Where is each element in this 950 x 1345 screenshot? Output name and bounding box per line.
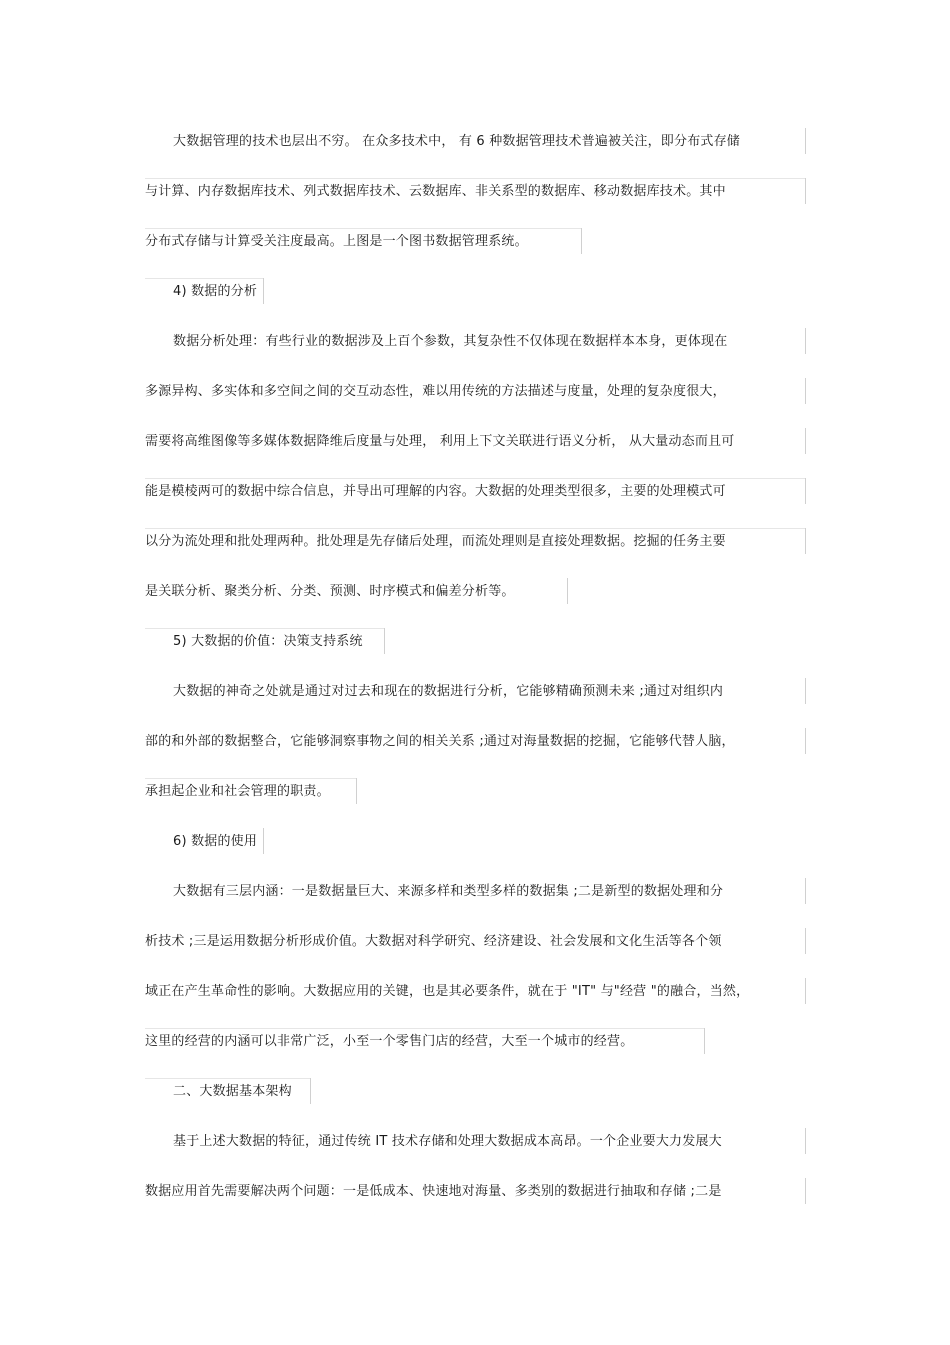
box-edge	[805, 878, 806, 904]
text-line: 大数据有三层内涵：一是数据量巨大、来源多样和类型多样的数据集 ;二是新型的数据处理和分	[173, 884, 724, 899]
box-edge	[805, 728, 806, 754]
box-edge	[704, 1028, 705, 1054]
box-edge	[805, 128, 806, 154]
text-line: 能是模棱两可的数据中综合信息，并导出可理解的内容。大数据的处理类型很多，主要的处理模式可	[145, 484, 726, 499]
box-edge	[805, 478, 806, 504]
box-edge	[145, 178, 805, 179]
text-line: 与计算、内存数据库技术、列式数据库技术、云数据库、非关系型的数据库、移动数据库技术。其中	[145, 184, 726, 199]
box-edge	[145, 1078, 310, 1079]
text-line: 大数据管理的技术也层出不穷。 在众多技术中， 有 6 种数据管理技术普遍被关注，即分布式存储	[173, 134, 741, 149]
box-edge	[805, 928, 806, 954]
text-line: 这里的经营的内涵可以非常广泛，小至一个零售门店的经营，大至一个城市的经营。	[145, 1034, 634, 1049]
section-heading: 二、大数据基本架构	[173, 1084, 292, 1099]
box-edge	[145, 628, 384, 629]
box-edge	[581, 228, 582, 254]
text-line: 是关联分析、聚类分析、分类、预测、时序模式和偏差分析等。	[145, 584, 515, 599]
text-line: 承担起企业和社会管理的职责。	[145, 784, 330, 799]
box-edge	[805, 378, 806, 404]
section-heading: 4) 数据的分析	[173, 284, 258, 299]
text-line: 域正在产生革命性的影响。大数据应用的关键，也是其必要条件，就在于 "IT" 与"经营 "的融合，当然，	[145, 984, 750, 999]
text-line: 析技术 ;三是运用数据分析形成价值。大数据对科学研究、经济建设、社会发展和文化生活等各个领	[145, 934, 722, 949]
box-edge	[384, 628, 385, 654]
box-edge	[263, 828, 264, 854]
text-line: 部的和外部的数据整合，它能够洞察事物之间的相关关系 ;通过对海量数据的挖掘，它能够代替人脑，	[145, 734, 735, 749]
text-line: 分布式存储与计算受关注度最高。上图是一个图书数据管理系统。	[145, 234, 528, 249]
section-heading: 5) 大数据的价值：决策支持系统	[173, 634, 363, 649]
section-heading: 6) 数据的使用	[173, 834, 258, 849]
text-line: 多源异构、多实体和多空间之间的交互动态性，难以用传统的方法描述与度量，处理的复杂度很大，	[145, 384, 726, 399]
box-edge	[805, 328, 806, 354]
text-line: 以分为流处理和批处理两种。批处理是先存储后处理，而流处理则是直接处理数据。挖掘的任务主要	[145, 534, 726, 549]
box-edge	[805, 1128, 806, 1154]
box-edge	[145, 278, 263, 279]
text-line: 大数据的神奇之处就是通过对过去和现在的数据进行分析，它能够精确预测未来 ;通过对组织内	[173, 684, 724, 699]
box-edge	[145, 778, 356, 779]
box-edge	[805, 528, 806, 554]
box-edge	[805, 178, 806, 204]
text-line: 数据分析处理：有些行业的数据涉及上百个参数，其复杂性不仅体现在数据样本本身，更体现在	[173, 334, 728, 349]
box-edge	[567, 578, 568, 604]
text-line: 基于上述大数据的特征，通过传统 IT 技术存储和处理大数据成本高昂。一个企业要大力发展大	[173, 1134, 722, 1149]
box-edge	[145, 1028, 704, 1029]
box-edge	[310, 1078, 311, 1104]
box-edge	[805, 1178, 806, 1204]
text-line: 需要将高维图像等多媒体数据降维后度量与处理， 利用上下文关联进行语义分析， 从大量动态而且可	[145, 434, 735, 449]
box-edge	[263, 278, 264, 304]
box-edge	[805, 428, 806, 454]
text-line: 数据应用首先需要解决两个问题：一是低成本、快速地对海量、多类别的数据进行抽取和存储 ;二是	[145, 1184, 722, 1199]
box-edge	[145, 228, 581, 229]
box-edge	[805, 678, 806, 704]
box-edge	[145, 478, 805, 479]
box-edge	[356, 778, 357, 804]
box-edge	[145, 528, 805, 529]
box-edge	[805, 978, 806, 1004]
